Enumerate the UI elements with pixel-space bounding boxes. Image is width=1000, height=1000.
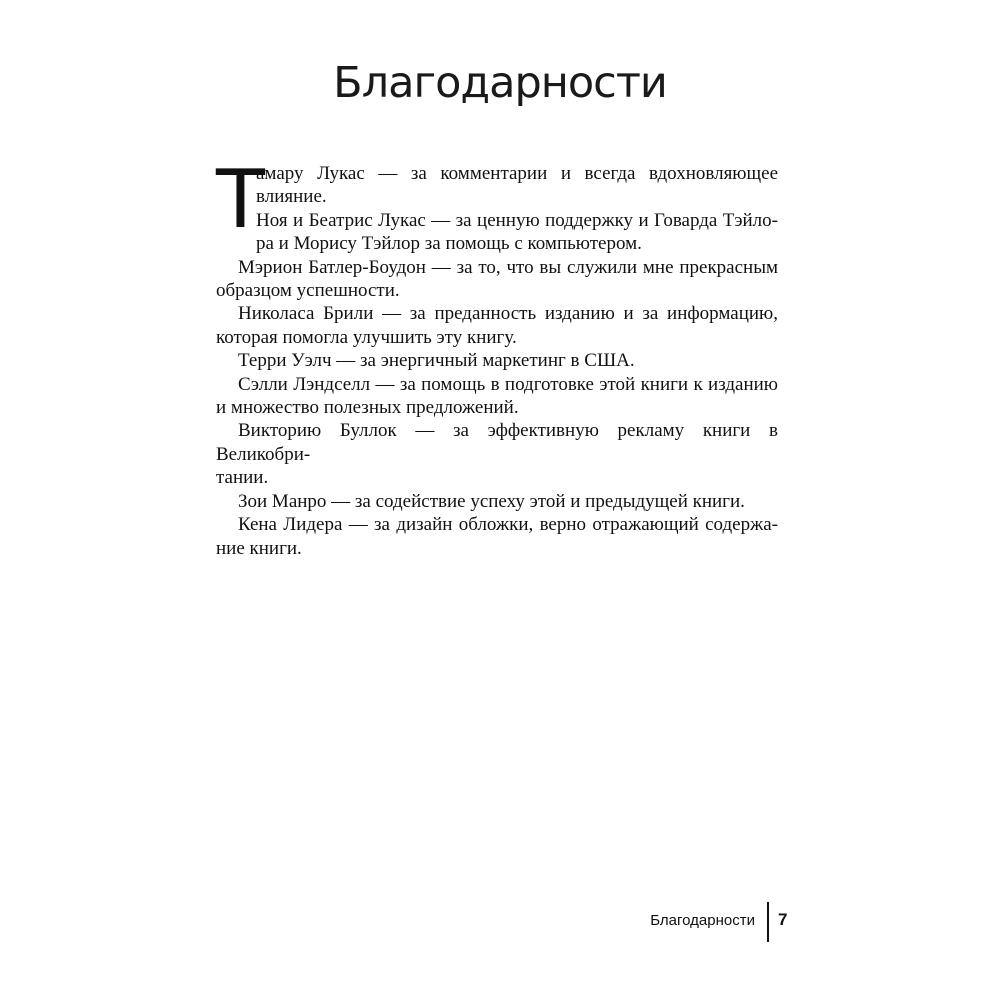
paragraph [216, 153, 778, 256]
paragraph [216, 419, 778, 489]
paragraph [216, 349, 778, 372]
text-line: которая помогла улучшить эту книгу. [216, 326, 517, 348]
paragraph [216, 256, 778, 303]
text-line: Сэлли Лэндселл — за помощь в подготовке этой книги к изданию [238, 373, 778, 395]
running-footer-title: Благодарности [650, 912, 755, 929]
paragraph [216, 302, 778, 349]
text-line: Викторию Буллок — за эффективную рекламу книги в Великобри- [216, 420, 778, 465]
text-line: Ноя и Беатрис Лукас — за ценную поддержку и Говарда Тэйло- [256, 209, 778, 231]
acknowledgements-body [216, 153, 778, 560]
drop-cap-letter: Т [216, 153, 265, 246]
text-line: Кена Лидера — за дизайн обложки, верно отражающий содержа- [238, 514, 778, 536]
text-line: Терри Уэлч — за энергичный маркетинг в США. [238, 350, 635, 372]
footer-divider [767, 902, 769, 942]
text-line: Николаса Брили — за преданность изданию и за информацию, [238, 303, 778, 325]
text-line: тании. [216, 467, 269, 489]
page-number: 7 [778, 910, 788, 929]
text-line: образцом успешности. [216, 280, 400, 302]
text-line: Мэрион Батлер-Боудон — за то, что вы служили мне прекрасным [238, 256, 778, 278]
paragraph [216, 490, 778, 513]
paragraph [216, 373, 778, 420]
text-line: ние книги. [216, 537, 302, 559]
text-line: ра и Морису Тэйлор за помощь с компьютером. [256, 233, 642, 255]
text-line: Зои Манро — за содействие успеху этой и предыдущей книги. [238, 490, 745, 512]
paragraph [216, 513, 778, 560]
text-line: и множество полезных предложений. [216, 397, 519, 419]
page-title: Благодарности [333, 58, 667, 108]
text-line: амару Лукас — за комментарии и всегда вдохновляющее влияние. [256, 163, 778, 208]
